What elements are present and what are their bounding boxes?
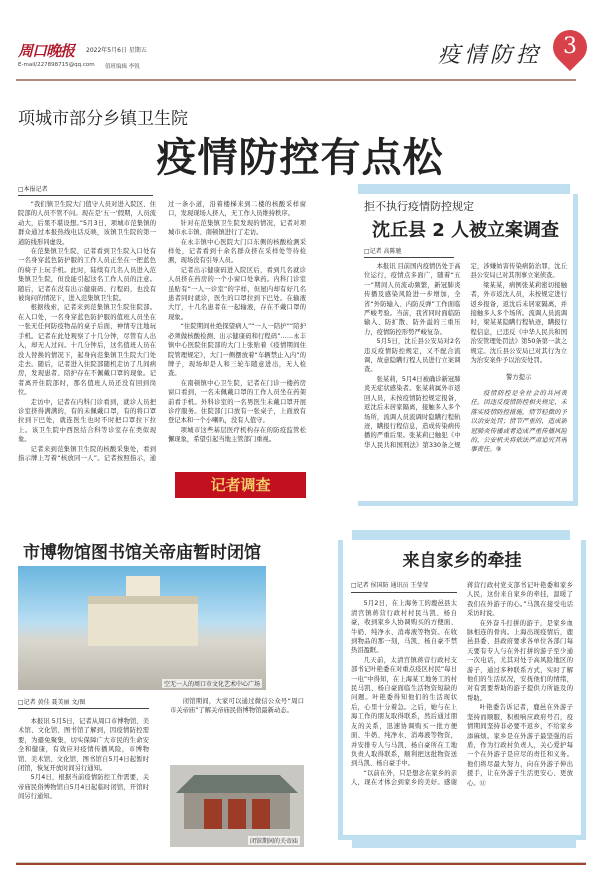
paragraph: 闭馆期间，大家可以通过微信公众号“周口市关帝庙”了解关帝庙民俗博物馆最新动态。 [170,698,304,715]
paragraph: “住院期间杜绝探望病人”“一人一陪护”“陪护必须做核酸检测、出示健康码和行程码”……永丰镇中心医院住院部的大门上张贴着《疫情期间住院管理规定》，大门一侧摆放着“车辆禁止入内”的牌子，现场却是人和三轮车随意进出，无人检查。 [168,323,306,378]
lead-headline: 疫情防控有点松 [156,134,444,181]
shenqiu-byline: □记者 高陈驰 [364,246,454,258]
paragraph: 张某莉，5月4日被确诊新冠肺炎无症状感染者。张某莉属外市返回人员，未按疫情防控规定报备，返沈后未居家隔离，接触多人多个场所，流调人员流调时隐瞒行程轨迹，瞒报行程信息，造成传染病传播的严重后果。张某莉已触犯《中华人民共和国刑法》第330条之规定，涉嫌妨害传染病防治罪，沈丘县公安局已对其刑事立案侦查。 [364,263,567,449]
paragraph: 在范集镇卫生院，记者看到卫生院入口处有一名身穿蓝色防护服的工作人员正坐在一把蓝色的椅子上玩手机。此时，陆续有几名人员进入范集镇卫生院，但没能引起这名工作人员的注意。随后，记者在没有出示健康码、行程码，也没有被询问的情况下，进入范集镇卫生院。 [18,248,156,303]
photo-caption: 空无一人的周口市文化艺术中心广场 [163,681,260,688]
museum-headline: 市博物馆图书馆关帝庙暂时闭馆 [23,543,261,563]
guandi-temple-photo [170,765,304,847]
police-notice-title: 警方提示 [506,374,532,382]
paragraph: “以前在外，只是想念在家乡的亲人，现在才体会到家乡的美好。感谢蒋营行政村党支部书记叶艳委和家乡人民，这份来自家乡的牵挂，温暖了我们在外游子的心。”马凯在接受电话采访时说。 [351,582,573,787]
footer-rule [16,862,586,865]
paragraph: 在永丰镇中心医院大门口东侧的核酸检测采样处，记者看到十余名群众挤在采样处等待检测，现场没有引导人员。 [168,238,306,265]
paragraph: 5月4日，根据当前疫情防控工作需要，关帝庙民俗博物馆自5月4日起临时闭馆，开馆时间另行通知。 [18,774,149,801]
shenqiu-body [364,262,567,494]
reporter-investigation-banner: 记者调查 [175,472,306,498]
paragraph: 叶艳委告诉记者，鹿邑在外游子坚持而顺服，积极响应政府号召，疫情期间坚持非必要不返乡，不给家乡添麻烦。家乡是在外游子最坚强的后盾，作为行政村负责人，关心爱护每一个在外游子是应尽的责任和义务。他们将尽最大努力，向在外游子伸出援手，让在外游子生活更安心、更放心。⑪ [467,704,573,787]
shenqiu-article [358,184,578,506]
paragraph: 走访中，记者在内科门诊看到，就诊人员把诊室挤得满满的，有的未佩戴口罩，有的将口罩拉到下巴处，就连医生也时不时把口罩拉下拉上。该卫生院中西医结合科等诊室存在类似现象。 [18,398,156,444]
hometown-headline: 来自家乡的牵挂 [402,551,522,571]
lead-article [18,184,306,482]
culture-center-photo [18,566,266,690]
museum-byline: □记者 黄佳 聂美丽 文/图 [18,697,149,709]
hometown-byline: □记者 侯国防 通讯员 王莹莹 [351,581,457,593]
paragraph: 项城市这些基层医疗机构存在的防疫监管松懈现象，希望引起当地主管部门重视。 [168,426,306,444]
lead-body [18,200,306,482]
newspaper-logo: 周口晚报 [18,42,75,60]
page-number: 3 [563,34,577,59]
paragraph: 5月2日，在上海务工的鹿邑县太清宫镇蒋营行政村村民马凯、杨自豪，收到家乡人协调购买的方便面、牛奶、纯净水、消毒液等物资。在收到物品的那一刻，马凯、杨自豪不禁热泪盈眶。 [351,600,457,655]
paragraph: 在南顿镇中心卫生院，记者在门诊一楼药房窗口看到，一名未佩戴口罩的工作人员坐在药架前看手机。外科诊室的一名男医生未戴口罩开展诊疗服务。住院部门口放有一张桌子，上面放有登记本和一个小喇叭，没有人值守。 [168,379,306,425]
lead-kicker: 项城市部分乡镇卫生院 [18,109,188,129]
email: E-mail/227898715@qq.com [18,62,95,68]
paragraph: 根据线索，记者来到范集镇卫生院住院部。在入口处，一名身穿蓝色防护服的值班人员坐在一张无任何防疫物品的桌子后面，神情专注地玩手机。记者在此处观察了十几分钟，尽管有人出入，却无人过问。十几分钟后，这名值班人员在没人替换的情况下，起身向范集镇卫生院大门处走去。随后，记者进入住院部随机走访了几间病房，发现患者、陪护存在不佩戴口罩的现象。记者离开住院部时，那名值班人员还没有回到岗位。 [18,304,156,397]
paragraph: 梁某某，病例张某莉密切接触者，外市返沈人员，未按规定进行返乡报备，返沈后未居家隔离，并接触多人多个场所。流调人员流调时，梁某某隐瞒行程轨迹，瞒报行程信息，已违反《中华人民共和国治安管理处罚法》第50条第一款之规定。沈丘县公安局已对其行为立为治安案件予以治安处罚。 [470,281,567,365]
paragraph: 记者出示健康码进入院区后，看到几名就诊人员挤在药房的一个小窗口处拿药。内科门诊室虽贴有“一人一诊室”的字样，但屋内却有好几名患者同时就诊，医生的口罩拉到下巴处。在输液大厅，十几名患者在一起输液，存在不戴口罩的现象。 [168,266,306,321]
lead-byline: □本报记者 [18,184,153,196]
paragraph: “我们镇卫生院大门值守人员对进入院区、住院部的人员不管不问。现在是‘五一’假期，人员流动大，后果不堪设想。”5月3日，项城市范集镇的群众通过本报热线电话反映，该镇卫生院的第一道防线形同虚设。 [18,201,156,246]
issue-date: 2022年5月6日 星期五 [86,47,147,54]
shenqiu-kicker: 拒不执行疫情防控规定 [364,200,474,213]
paragraph: 5月5日，沈丘县公安局对2名违反疫情防控规定，又不配合流调，故意隐瞒行程人员进行立案调查。 [364,338,461,374]
hometown-body [351,581,573,843]
section-title: 疫情防控 [438,43,543,68]
hometown-article [338,530,586,848]
paragraph: 在外奋斗打拼的游子，是家乡血脉相连的骨肉。上海出现疫情后，鹿邑县委、县政府要求各单位各部门每天要有专人与在外打拼的游子至少通一次电话，尤其对处于高风险地区的游子，通过多种联系方式，实时了解他们的生活状况，安抚他们的情绪，对有需要帮助的游子提供力所能及的帮助。 [467,619,573,702]
paragraph: 本报讯 目前国内疫情仍处于高位运行，疫情点多面广，随着“五一”期间人员流动频繁，新冠肺炎传播及感染风险进一步增加，全省“外防输入、内防反弹”工作面临严峻考验。当前，我省同时面临防输入、防扩散、防外溢的三重压力，疫情防控形势严峻复杂。 [364,263,461,336]
paragraph: 记者来到范集镇卫生院的核酸采集处，看到指示牌上写着“核放同一人”。记者按照指示，通过一条小道，沿着楼梯来到二楼的核酸采样窗口，发现现场人挤人，无工作人员维持秩序。 [18,201,306,462]
paragraph: 几天前，太清宫镇蒋营行政村支部书记叶艳委在对重点疫区村民“每日一电”中得知，在上海某工地务工的村民马凯、杨自豪面临生活物资短缺的问题。叶艳委得知他们的生活现状后，心里十分着急。之后，她与在上海工作的朋友取得联系，然后通过朋友的关系，迅速协调购买一批方便面、牛奶、纯净水、消毒液等物资，并安排专人与马凯、杨自豪所在工地负责人取得联系，顺利把这批物资送到马凯、杨自豪手中。 [351,656,457,768]
museum-col2 [170,697,304,716]
masthead-rule [16,79,576,81]
museum-article [18,697,149,802]
photo-caption: 闭馆期间的关帝庙 [249,838,298,845]
editor: 值班编辑 李锐 [105,64,140,70]
shenqiu-headline: 沈丘县 2 人被立案调查 [371,220,560,241]
paragraph: 针对在范集镇卫生院发现的情况，记者对项城市永丰镇、南顿镇进行了走访。 [168,219,306,237]
police-notice: 疫情防控是全社会的共同责任。因违反疫情防控相关规定，未落实疫情防控措施，情节轻微的予以治安处罚；情节严重的，造成新冠肺炎传播或者造成严重传播风险的，公安机关将依法严肃追究其刑事责任。⑨ [470,389,567,454]
paragraph: 本报讯 5月5日，记者从周口市博物馆、美术馆、文化馆、图书馆了解到，因疫情防控需要，为避免聚集，切实保障广大市民的生命安全和健康，有效应对疫情传播风险，市博物馆、美术馆、文化馆、图书馆自5月4日起暂时闭馆，恢复开放时间另行通知。 [18,718,149,773]
